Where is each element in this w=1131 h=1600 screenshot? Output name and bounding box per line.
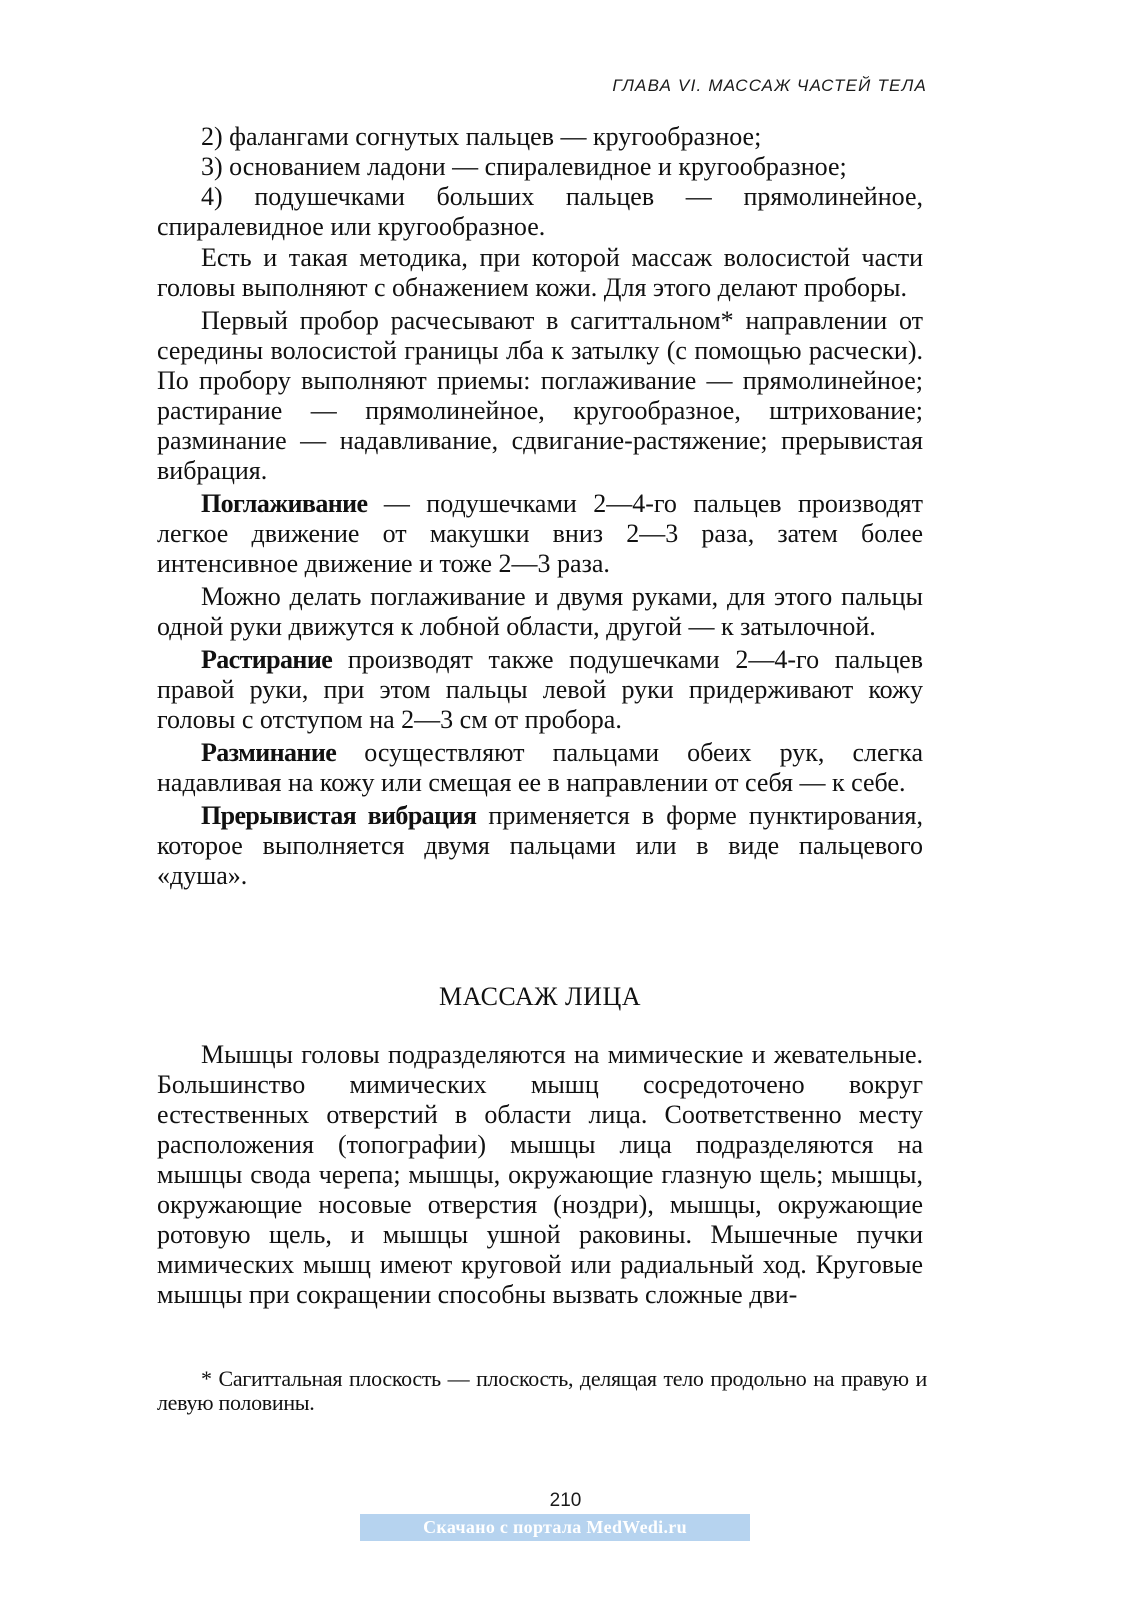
- paragraph-partings: Есть и такая методика, при которой массаж волосистой части головы выполняют с обнажением кожи. Для этого делают проборы.: [157, 243, 923, 302]
- page-number: 210: [549, 1490, 582, 1511]
- stroking-text: — подушечками 2—4-го пальцев производят легкое движение от макушки вниз 2—3 раза, затем более интенсивное движение и тоже 2—3 раза.: [157, 489, 923, 578]
- paragraph-stroking: [157, 489, 923, 579]
- term-stroking: Поглаживание: [201, 489, 368, 518]
- list-item: 2) фалангами согнутых пальцев — кругообразное;: [201, 122, 762, 151]
- section-title: МАССАЖ ЛИЦА: [438, 982, 642, 1011]
- paragraph-first-parting: Первый пробор расчесывают в сагиттальном* направлении от середины волосистой границы лба к затылку (с помощью расчески). По пробору выполняют приемы: поглаживание — прямолинейное; растирание — прямолинейное, кругообразное, штрихование; разминание — надавливание, сдвигание-растяжение; прерывистая вибрация.: [157, 306, 923, 485]
- paragraph-rubbing: [157, 645, 923, 735]
- term-kneading: Разминание: [201, 738, 337, 767]
- list-item: 3) основанием ладони — спиралевидное и кругообразное;: [201, 152, 847, 181]
- watermark-banner: [360, 1514, 750, 1541]
- paragraph-two-hands: Можно делать поглаживание и двумя руками, для этого пальцы одной руки движутся к лобной области, другой — к затылочной.: [157, 582, 923, 641]
- footnote: * Сагиттальная плоскость — плоскость, делящая тело продольно на правую и левую половины.: [157, 1366, 927, 1415]
- term-vibration: Прерывистая вибрация: [201, 801, 477, 830]
- paragraph-face-muscles: Мышцы головы подразделяются на мимические и жевательные. Большинство мимических мышц сосредоточено вокруг естественных отверстий в области лица. Соответственно месту расположения (топографии) мышцы лица подразделяются на мышцы свода черепа; мышцы, окружающие глазную щель; мышцы, окружающие носовые отверстия (ноздри), мышцы, окружающие ротовую щель, и мышцы ушной раковины. Мышечные пучки мимических мышц имеют круговой или радиальный ход. Круговые мышцы при сокращении способны вызвать сложные дви-: [157, 1040, 923, 1309]
- watermark-text: Скачано с портала MedWedi.ru: [423, 1517, 687, 1537]
- kneading-text: осуществляют пальцами обеих рук, слегка надавливая на кожу или смещая ее в направлении от себя — к себе.: [157, 738, 923, 797]
- technique-list: [157, 122, 923, 242]
- paragraph-vibration: [157, 801, 923, 891]
- rubbing-text: производят также подушечками 2—4-го пальцев правой руки, при этом пальцы левой руки придерживают кожу головы с отступом на 2—3 см от пробора.: [157, 645, 923, 734]
- running-head: ГЛАВА VI. МАССАЖ ЧАСТЕЙ ТЕЛА: [612, 76, 927, 95]
- section-body: [157, 1040, 923, 1310]
- paragraph-kneading: [157, 738, 923, 798]
- term-rubbing: Растирание: [201, 645, 333, 674]
- list-item: 4) подушечками больших пальцев — прямолинейное, спиралевидное или кругообразное.: [157, 182, 923, 241]
- body-text: [157, 243, 923, 894]
- vibration-text: применяется в форме пунктирования, которое выполняется двумя пальцами или в виде пальцевого «душа».: [157, 801, 923, 890]
